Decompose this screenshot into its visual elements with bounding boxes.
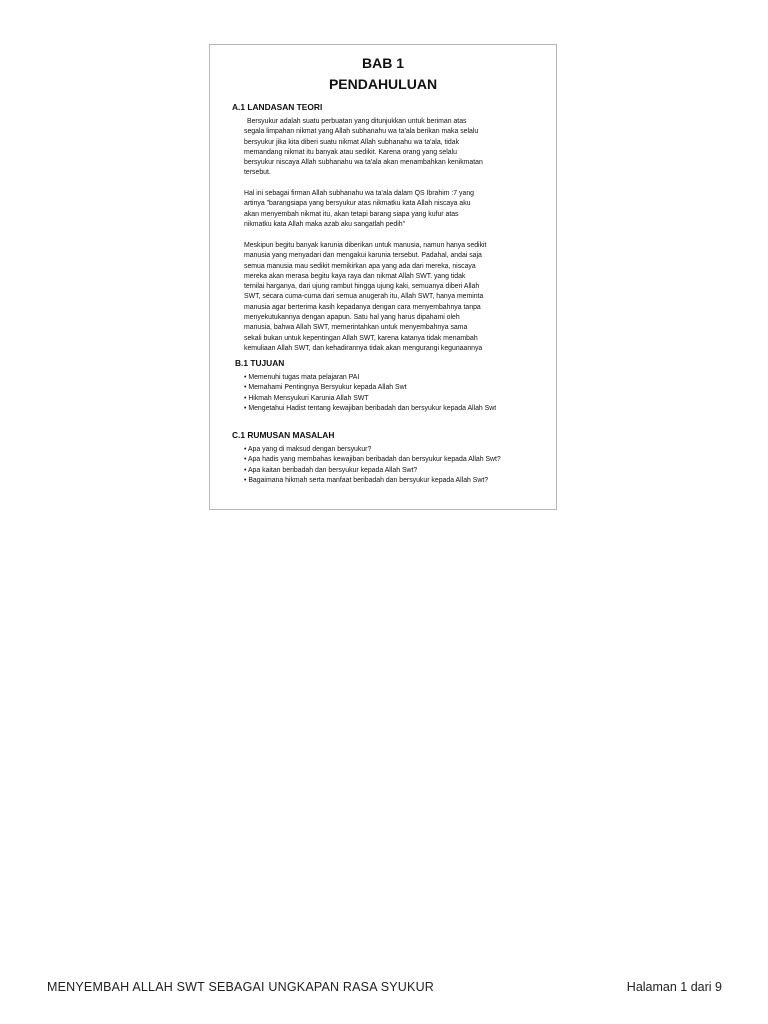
text-line: Hal ini sebagai firman Allah subhanahu wa ta'ala dalam QS Ibrahim :7 yang <box>244 190 474 197</box>
list-item: • Bagaimana hikmah serta manfaat beribadah dan bersyukur kepada Allah Swt? <box>244 477 489 485</box>
text-line: artinya "barangsiapa yang bersyukur atas nikmatku kata Allah niscaya aku <box>244 200 471 208</box>
text-line: bersyukur jika kita diberi suatu nikmat Allah subhanahu wa ta'ala, tidak <box>244 138 460 146</box>
list-item: • Memenuhi tugas mata pelajaran PAI <box>244 374 360 381</box>
page-indicator: Halaman 1 dari 9 <box>626 980 722 994</box>
list-item: • Hikmah Mensyukuri Karunia Allah SWT <box>244 394 369 402</box>
text-line: Meskipun begitu banyak karunia diberikan untuk manusia, namun hanya sedikit <box>244 242 487 249</box>
section-b-heading: B.1 TUJUAN <box>235 358 285 368</box>
section-a-paragraph-3 <box>244 241 528 354</box>
section-a-heading: A.1 LANDASAN TEORI <box>232 102 323 112</box>
text-line: nikmatku kata Allah maka azab aku sangatlah pedih" <box>244 220 406 228</box>
list-item: • Apa yang di maksud dengan bersyukur? <box>244 446 372 453</box>
text-line: ternilai harganya, dari ujung rambut hingga ujung kaki, semuanya diberi Allah <box>244 283 480 291</box>
section-a-paragraph-2 <box>244 189 528 230</box>
section-b-list <box>244 373 544 415</box>
text-line: Bersyukur adalah suatu perbuatan yang ditunjukkan untuk beriman atas <box>247 118 467 125</box>
section-c-list <box>244 445 544 487</box>
text-line: sekali bukan untuk kepentingan Allah SWT, karena katanya tidak menambah <box>244 334 478 342</box>
text-line: tersebut. <box>244 169 271 177</box>
text-line: manusia yang menyadari dan mengakui karunia tersebut. Padahal, andai saja <box>244 252 482 260</box>
list-item: • Mengetahui Hadist tentang kewajiban beribadah dan bersyukur kepada Allah Swt <box>244 405 497 413</box>
document-title: MENYEMBAH ALLAH SWT SEBAGAI UNGKAPAN RASA SYUKUR <box>47 980 435 994</box>
text-line: kemuliaan Allah SWT, dan kehadirannya tidak akan mengurangi kegunaannya <box>244 344 483 352</box>
text-line: bersyukur niscaya Allah subhanahu wa ta'ala akan menambahkan kenikmatan <box>244 159 483 167</box>
list-item: • Apa hadis yang membahas kewajiban beribadah dan bersyukur kepada Allah Swt? <box>244 456 501 464</box>
text-line: manusia agar berterima kasih kepadanya dengan cara menyembahnya tanpa <box>244 303 481 311</box>
text-line: manusia, bahwa Allah SWT, memerintahkan untuk menyembahnya sama <box>244 324 468 332</box>
text-line: mereka akan merasa begitu kaya raya dan nikmat Allah SWT. yang tidak <box>244 272 466 280</box>
text-line: akan menyembah nikmat itu, akan tetapi barang siapa yang kufur atas <box>244 210 459 218</box>
document-page-thumbnail[interactable] <box>209 44 557 510</box>
section-a-paragraph-1 <box>244 117 528 179</box>
list-item: • Memahami Pentingnya Bersyukur kepada Allah Swt <box>244 384 407 392</box>
chapter-title: PENDAHULUAN <box>328 76 438 92</box>
list-item: • Apa kaitan beribadah dan bersyukur kepada Allah Swt? <box>244 466 418 474</box>
section-c-heading: C.1 RUMUSAN MASALAH <box>232 430 335 440</box>
text-line: menyekutukannya dengan apapun. Satu hal yang harus dipahami oleh <box>244 314 460 322</box>
text-line: SWT, secara cuma-cuma dari semua anugerah itu, Allah SWT, hanya meminta <box>244 293 484 301</box>
chapter-number: BAB 1 <box>361 55 404 71</box>
text-line: segala limpahan nikmat yang Allah subhanahu wa ta'ala berikan maka selalu <box>244 128 479 136</box>
text-line: memandang nikmat itu banyak atau sedikit. Karena orang yang selalu <box>244 148 457 156</box>
text-line: semua manusia mau sedikit memikirkan apa yang ada dari mereka, niscaya <box>244 262 476 270</box>
